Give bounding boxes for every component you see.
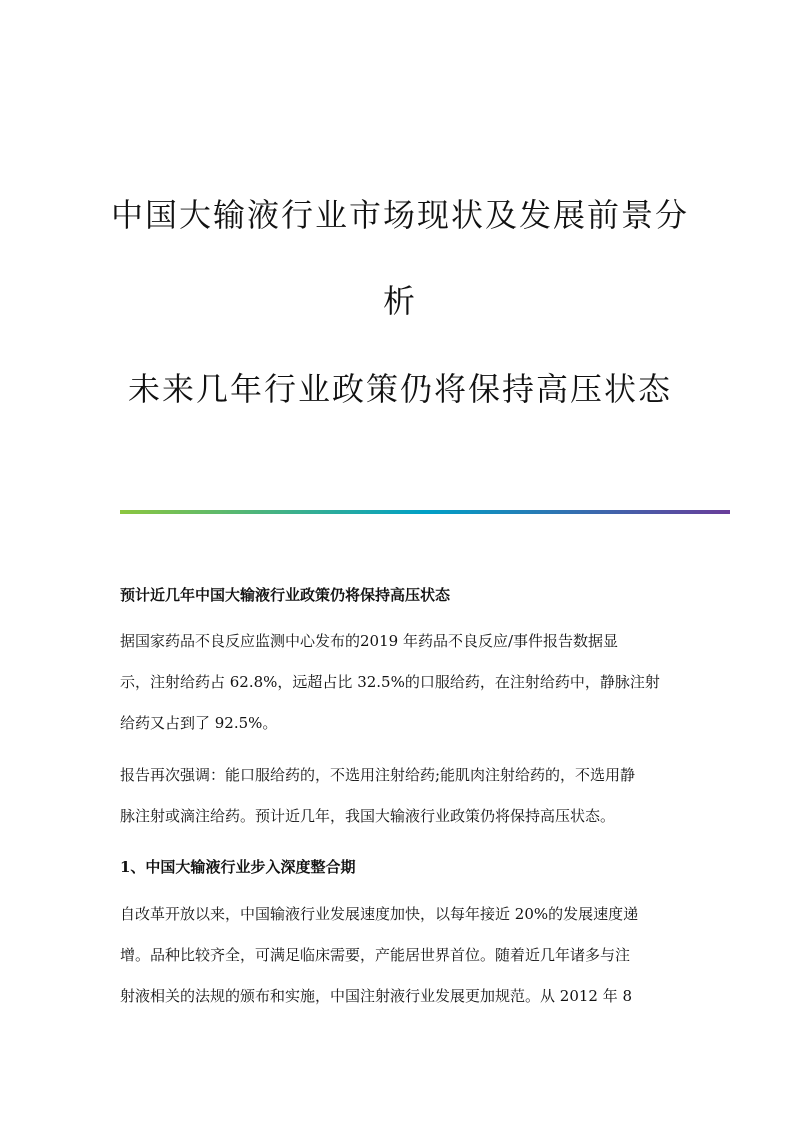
text-line: 示，注射给药占 62.8%，远超占比 32.5%的口服给药，在注射给药中，静脉注射 bbox=[120, 673, 660, 691]
text-line: 射液相关的法规的颁布和实施，中国注射液行业发展更加规范。从 2012 年 8 bbox=[120, 987, 633, 1005]
document-title-line-1: 中国大输液行业市场现状及发展前景分 bbox=[110, 196, 689, 234]
gradient-divider bbox=[120, 510, 730, 514]
text-line: 脉注射或滴注给药。预计近几年，我国大输液行业政策仍将保持高压状态。 bbox=[120, 807, 616, 825]
document-title-line-2: 析 bbox=[382, 282, 417, 320]
text-line: 给药又占到了 92.5%。 bbox=[120, 714, 278, 732]
text-line: 自改革开放以来，中国输液行业发展速度加快，以每年接近 20%的发展速度递 bbox=[120, 905, 639, 923]
text-line: 增。品种比较齐全，可满足临床需要，产能居世界首位。随着近几年诸多与注 bbox=[120, 946, 631, 964]
text-line: 据国家药品不良反应监测中心发布的2019 年药品不良反应/事件报告数据显 bbox=[120, 632, 618, 650]
document-subtitle: 未来几年行业政策仍将保持高压状态 bbox=[127, 370, 672, 408]
section-heading: 1、中国大输液行业步入深度整合期 bbox=[120, 858, 356, 876]
section-heading: 预计近几年中国大输液行业政策仍将保持高压状态 bbox=[120, 586, 451, 604]
text-line: 报告再次强调：能口服给药的，不选用注射给药;能肌肉注射给药的，不选用静 bbox=[120, 766, 636, 784]
